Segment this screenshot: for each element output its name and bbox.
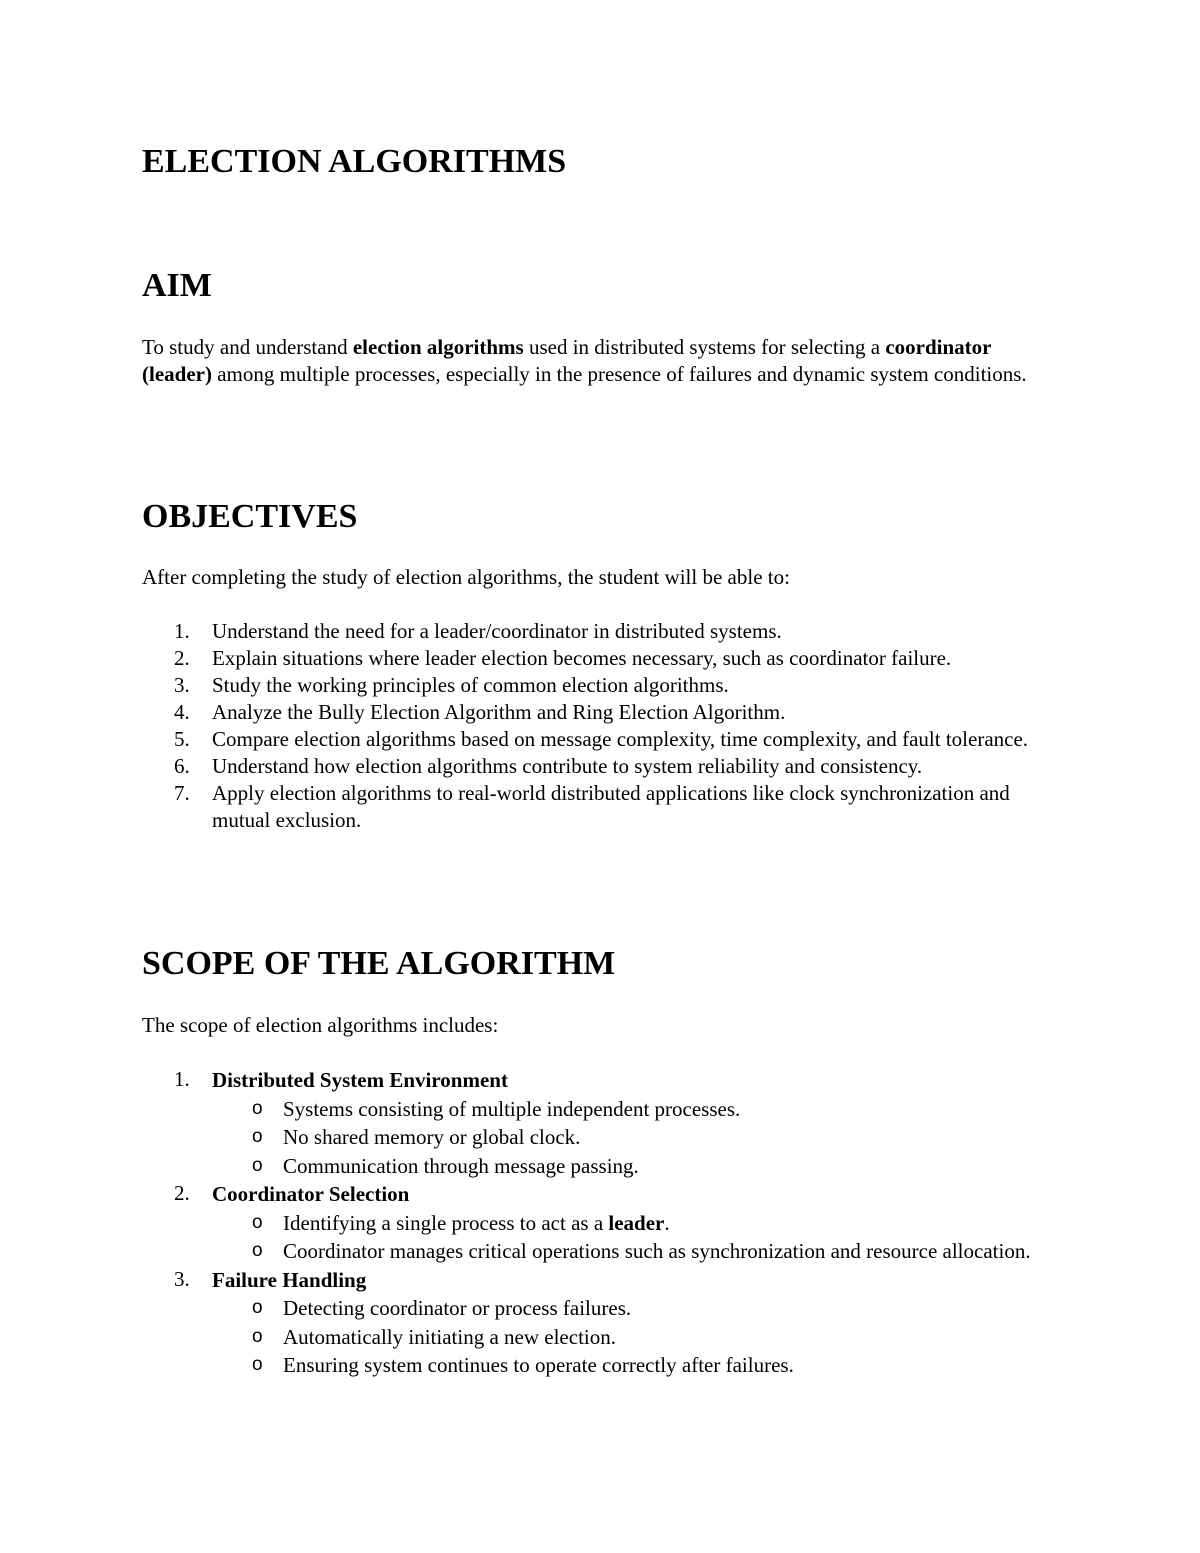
objectives-intro: After completing the study of election algorithms, the student will be able to: [142,565,790,589]
sub-item-text-pre: Identifying a single process to act as a [283,1210,609,1235]
sub-item-text: Ensuring system continues to operate correctly after failures. [283,1353,794,1377]
item-text: Apply election algorithms to real-world distributed applications like clock synchronization and mutual exclusion. [212,781,1010,832]
aim-text-2: used in distributed systems for selecting a [523,335,886,359]
aim-text-1: To study and understand [142,335,353,359]
sub-item [212,1095,1062,1124]
list-item [142,618,1062,645]
aim-bold-coordinator: coordinator (leader) [142,335,992,386]
sub-item-text: Automatically initiating a new election. [283,1324,616,1349]
sub-list [212,1294,1062,1380]
aim-paragraph [142,334,1042,388]
item-text: Explain situations where leader election becomes necessary, such as coordinator failure. [212,646,952,670]
item-number: 1. [174,1067,190,1091]
bullet-icon: o [252,1154,263,1176]
item-number: 3. [174,673,190,697]
scope-item-failure-handling [142,1266,1062,1380]
bullet-icon: o [252,1097,263,1119]
item-number: 6. [174,754,190,778]
scope-list [142,1066,1062,1380]
item-text: Compare election algorithms based on message complexity, time complexity, and fault tolerance. [212,727,1029,751]
bullet-icon: o [252,1354,263,1375]
sub-item [212,1294,1062,1323]
sub-item-text: Coordinator manages critical operations such as synchronization and resource allocation. [283,1239,1031,1263]
aim-heading: AIM [142,267,212,304]
aim-text-3: among multiple processes, especially in the presence of failures and dynamic system conditions. [211,362,1027,386]
item-text: Understand how election algorithms contribute to system reliability and consistency. [212,754,923,778]
item-title: Coordinator Selection [212,1182,410,1206]
sub-item-bold-leader: leader [608,1210,665,1235]
sub-item-text: No shared memory or global clock. [283,1125,581,1149]
item-number: 1. [174,619,190,643]
scope-item-coordinator-selection [142,1180,1062,1266]
list-item [142,780,1062,834]
item-number: 5. [174,727,190,751]
sub-item-text: Communication through message passing. [283,1153,639,1178]
sub-item [212,1209,1062,1238]
sub-item [212,1123,1062,1152]
bullet-icon: o [252,1297,263,1318]
sub-item-text-post: . [664,1210,670,1235]
list-item [142,699,1062,726]
document-title: ELECTION ALGORITHMS [142,143,567,180]
list-item [142,753,1062,780]
item-text: Understand the need for a leader/coordinator in distributed systems. [212,619,782,643]
sub-item [212,1237,1062,1266]
sub-item-text: Detecting coordinator or process failures. [283,1296,632,1320]
item-text: Analyze the Bully Election Algorithm and Ring Election Algorithm. [212,700,786,724]
objectives-heading: OBJECTIVES [142,498,358,535]
item-number: 7. [174,781,190,805]
sub-item-text: Systems consisting of multiple independent processes. [283,1096,741,1121]
bullet-icon: o [252,1211,263,1233]
item-number: 2. [174,646,190,670]
list-item [142,672,1062,699]
item-text: Study the working principles of common election algorithms. [212,673,729,697]
bullet-icon: o [252,1126,263,1147]
sub-item [212,1152,1062,1181]
bullet-icon: o [252,1240,263,1261]
sub-item [212,1323,1062,1352]
sub-item [212,1351,1062,1380]
scope-intro: The scope of election algorithms includes: [142,1013,499,1037]
aim-bold-election-algorithms: election algorithms [352,335,524,359]
item-number: 2. [174,1181,190,1205]
item-number: 4. [174,700,190,724]
item-title: Failure Handling [212,1267,367,1292]
objectives-list [142,618,1062,834]
item-number: 3. [174,1266,190,1291]
list-item [142,726,1062,753]
list-item [142,645,1062,672]
item-title: Distributed System Environment [212,1068,508,1092]
sub-list [212,1095,1062,1181]
scope-heading: SCOPE OF THE ALGORITHM [142,945,616,982]
bullet-icon: o [252,1325,263,1347]
sub-list [212,1209,1062,1266]
scope-item-distributed-environment [142,1066,1062,1180]
